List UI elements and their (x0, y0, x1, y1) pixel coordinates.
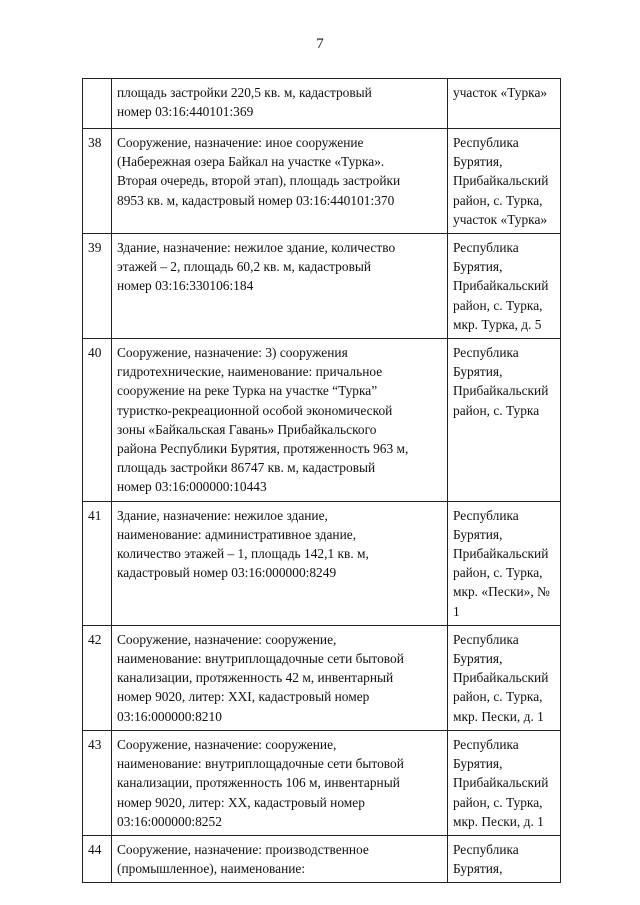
row-number-cell: 39 (83, 234, 112, 339)
row-number-cell: 43 (83, 730, 112, 835)
table-row (83, 234, 561, 339)
row-number-cell: 38 (83, 129, 112, 234)
property-table (82, 78, 561, 883)
row-number-cell: 40 (83, 339, 112, 502)
table-row (83, 625, 561, 730)
table-row (83, 79, 561, 129)
location-cell: Республика Бурятия, (448, 835, 561, 882)
row-number-cell: 44 (83, 835, 112, 882)
location-cell: Республика Бурятия, Прибайкальский район, с. Турка, мкр. Пески, д. 1 (448, 730, 561, 835)
row-number-cell (83, 79, 112, 129)
description-cell: Сооружение, назначение: 3) сооружения гидротехнические, наименование: причальное сооружение на реке Турка на участке “Турка” туристко-рекреационной особой экономической зоны «Байкальская Гавань» Прибайкальского района Республики Бурятия, протяженность 963 м, площадь застройки 86747 кв. м, кадастровый номер 03:16:000000:10443 (112, 339, 448, 502)
description-cell: Здание, назначение: нежилое здание, количество этажей – 2, площадь 60,2 кв. м, кадастровый номер 03:16:330106:184 (112, 234, 448, 339)
table-row (83, 501, 561, 625)
location-cell: Республика Бурятия, Прибайкальский район, с. Турка, мкр. «Пески», № 1 (448, 501, 561, 625)
location-cell: Республика Бурятия, Прибайкальский район, с. Турка (448, 339, 561, 502)
location-cell: Республика Бурятия, Прибайкальский район, с. Турка, мкр. Пески, д. 1 (448, 625, 561, 730)
location-cell: участок «Турка» (448, 79, 561, 129)
location-cell: Республика Бурятия, Прибайкальский район, с. Турка, участок «Турка» (448, 129, 561, 234)
row-number-cell: 41 (83, 501, 112, 625)
table-row (83, 339, 561, 502)
row-number-cell: 42 (83, 625, 112, 730)
page-number: 7 (316, 36, 324, 52)
description-cell: Сооружение, назначение: иное сооружение (Набережная озера Байкал на участке «Турка». Вторая очередь, второй этап), площадь застройки 8953 кв. м, кадастровый номер 03:16:440101:370 (112, 129, 448, 234)
description-cell: Здание, назначение: нежилое здание, наименование: административное здание, количество этажей – 1, площадь 142,1 кв. м, кадастровый номер 03:16:000000:8249 (112, 501, 448, 625)
location-cell: Республика Бурятия, Прибайкальский район, с. Турка, мкр. Турка, д. 5 (448, 234, 561, 339)
description-cell: площадь застройки 220,5 кв. м, кадастровый номер 03:16:440101:369 (112, 79, 448, 129)
table-row (83, 129, 561, 234)
table-row (83, 835, 561, 882)
table-row (83, 730, 561, 835)
description-cell: Сооружение, назначение: производственное (промышленное), наименование: (112, 835, 448, 882)
description-cell: Сооружение, назначение: сооружение, наименование: внутриплощадочные сети бытовой канализации, протяженность 42 м, инвентарный номер 9020, литер: XXI, кадастровый номер 03:16:000000:8210 (112, 625, 448, 730)
description-cell: Сооружение, назначение: сооружение, наименование: внутриплощадочные сети бытовой канализации, протяженность 106 м, инвентарный номер 9020, литер: XX, кадастровый номер 03:16:000000:8252 (112, 730, 448, 835)
